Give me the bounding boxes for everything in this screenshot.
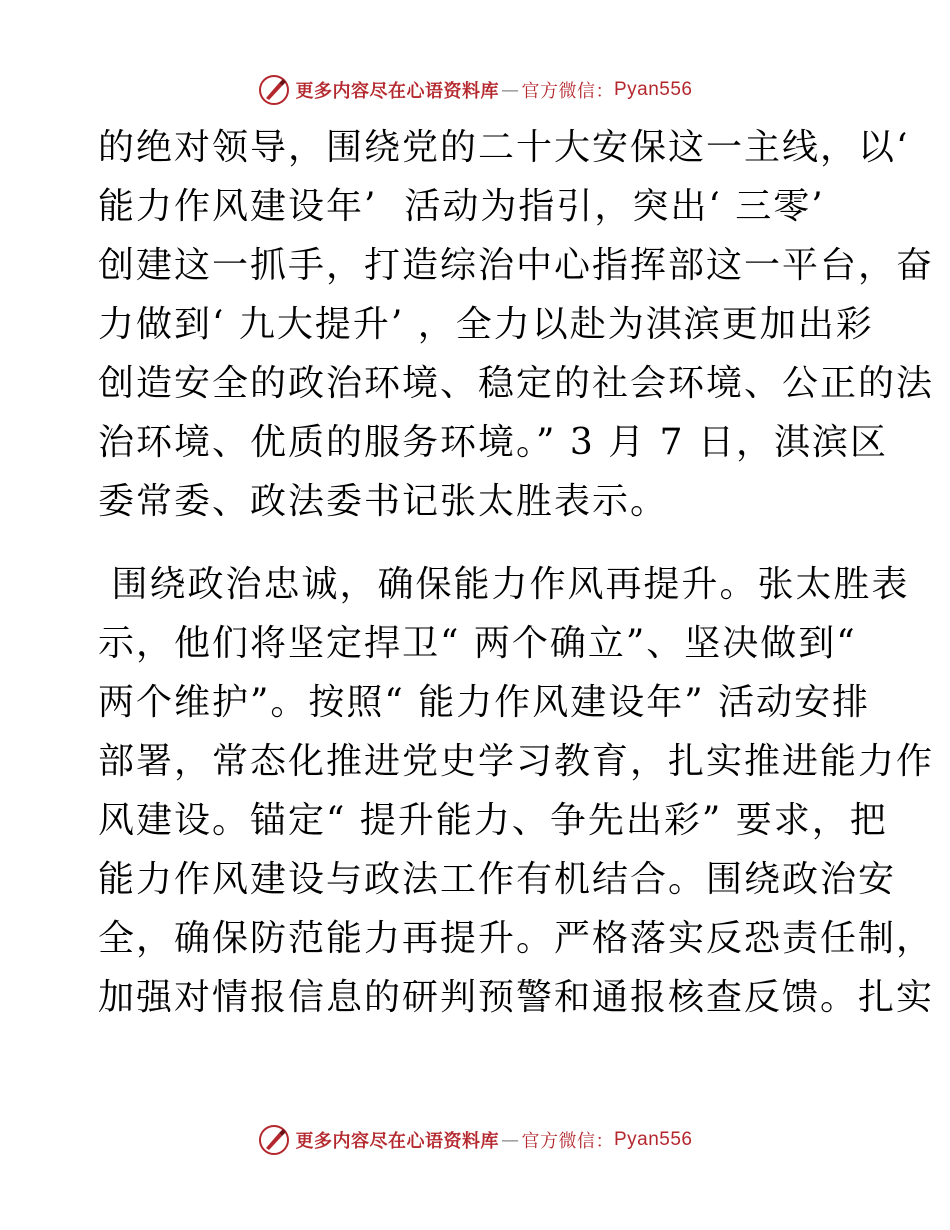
text-line: 创建这一抓手，打造综治中心指挥部这一平台，奋 [98,245,935,286]
watermark-wechat-id: Pyan556 [613,79,693,100]
text-line: 治环境、优质的服务环境。” 3 月 7 日，淇滨区 [98,422,888,463]
watermark-main-text: 更多内容尽在心语资料库 [295,81,499,102]
paragraph-1 [98,118,935,531]
paragraph-2 [98,555,935,1027]
text-line: 围绕政治忠诚，确保能力作风再提升。张太胜表 [98,564,910,605]
text-line: 能力作风建设与政法工作有机结合。围绕政治安 [98,859,897,900]
text-line: 能力作风建设年’ 活动为指引，突出‘ 三零’ [98,186,825,227]
text-line: 委常委、政法委书记张太胜表示。 [98,481,669,522]
text-line: 的绝对领导，围绕党的二十大安保这一主线，以‘ [98,127,910,168]
document-body [98,118,935,1027]
text-line: 示，他们将坚定捍卫“ 两个确立”、坚决做到“ [98,623,857,664]
pen-logo-icon [257,1123,291,1157]
watermark-wechat-id: Pyan556 [613,1129,693,1150]
watermark-main-text: 更多内容尽在心语资料库 [295,1131,499,1152]
watermark-separator: — [500,1129,520,1151]
header-watermark [0,70,950,110]
footer-watermark [0,1120,950,1160]
text-line: 部署，常态化推进党史学习教育，扎实推进能力作 [98,741,935,782]
text-line: 加强对情报信息的研判预警和通报核查反馈。扎实 [98,977,935,1018]
watermark-wechat-label: 官方微信： [521,81,614,102]
pen-logo-icon [257,73,291,107]
watermark-wechat-label: 官方微信： [521,1131,614,1152]
watermark-separator: — [500,79,520,101]
text-line: 全，确保防范能力再提升。严格落实反恐责任制， [98,918,935,959]
text-line: 两个维护”。按照“ 能力作风建设年” 活动安排 [98,682,871,723]
text-line: 风建设。锚定“ 提升能力、争先出彩” 要求，把 [98,800,888,841]
text-line: 力做到‘ 九大提升’ ，全力以赴为淇滨更加出彩 [98,304,874,345]
text-line: 创造安全的政治环境、稳定的社会环境、公正的法 [98,363,935,404]
